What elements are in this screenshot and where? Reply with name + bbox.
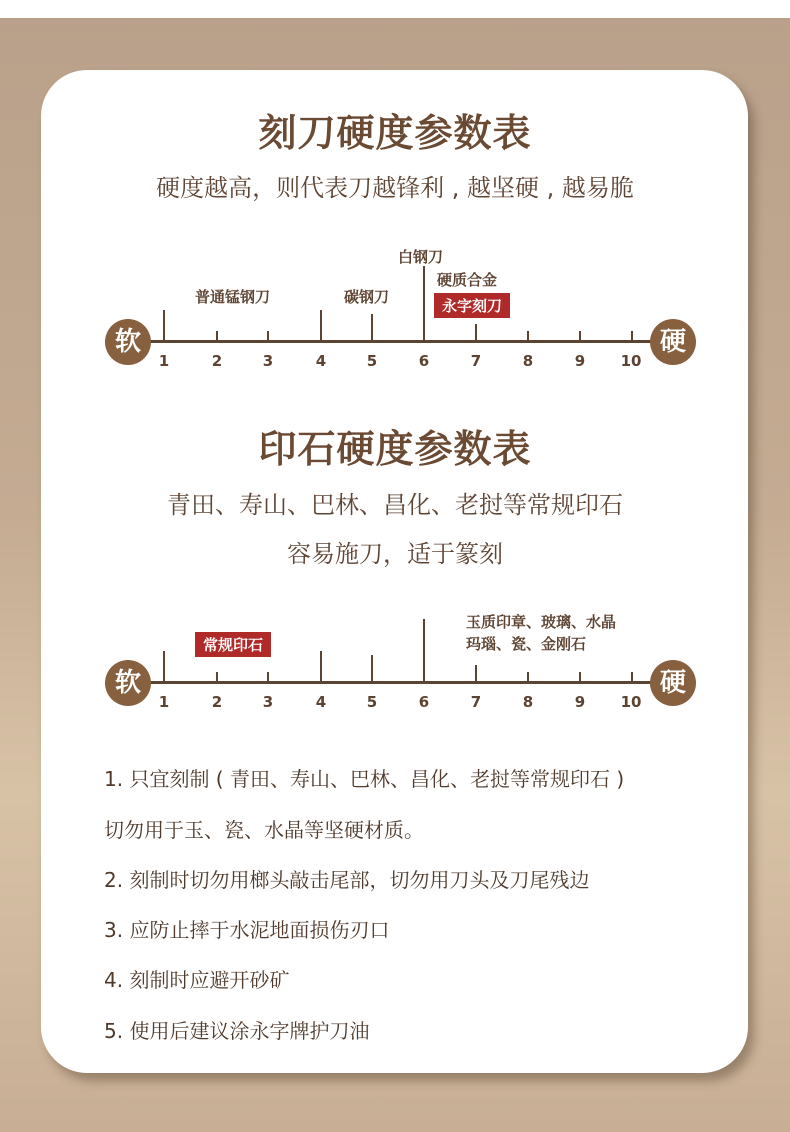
stone-tick: [579, 672, 581, 682]
stone-hardness-title: 印石硬度参数表: [258, 427, 532, 471]
stone-tick: [527, 672, 529, 682]
knife-tick: [267, 331, 269, 341]
knife-tick-7: [475, 324, 477, 341]
knife-hard-marker: 硬: [650, 319, 696, 365]
stone-scale-number: 10: [620, 693, 642, 711]
stone-tick-1: [163, 651, 165, 682]
label-carbon-knife: 碳钢刀: [344, 288, 390, 306]
knife-tick-4: [320, 310, 322, 341]
knife-hardness-title: 刻刀硬度参数表: [258, 111, 532, 155]
knife-tick: [527, 331, 529, 341]
knife-scale-number: 7: [470, 352, 482, 370]
stone-hard-marker: 硬: [650, 660, 696, 706]
knife-tick-white-steel: [423, 266, 425, 341]
knife-soft-marker: 软: [105, 319, 151, 365]
stone-tick-5: [371, 655, 373, 682]
stone-hardness-subtitle-line2: 容易施刀，适于篆刻: [287, 540, 503, 568]
stone-hardness-scale: [0, 581, 790, 721]
stone-tick: [631, 672, 633, 682]
note-item: 4. 刻制时应避开砂矿: [104, 968, 290, 992]
stone-tick: [267, 672, 269, 682]
note-item: 2. 刻制时切勿用榔头敲击尾部，切勿用刀头及刀尾残边: [104, 868, 590, 892]
knife-tick-manganese: [163, 310, 165, 341]
stone-tick: [216, 672, 218, 682]
knife-scale-number: 1: [158, 352, 170, 370]
knife-scale-number: 10: [620, 352, 642, 370]
stone-tick-4: [320, 651, 322, 682]
knife-tick: [579, 331, 581, 341]
stone-tick-7: [475, 665, 477, 682]
knife-scale-number: 4: [315, 352, 327, 370]
label-hard-materials-line2: 玛瑙、瓷、金刚石: [466, 635, 587, 653]
knife-hardness-subtitle: 硬度越高，则代表刀越锋利 , 越坚硬 , 越易脆: [156, 174, 634, 202]
stone-scale-number: 2: [211, 693, 223, 711]
note-item: 5. 使用后建议涂永字牌护刀油: [104, 1019, 370, 1043]
knife-tick: [631, 331, 633, 341]
knife-hardness-scale: [0, 240, 790, 380]
label-manganese-knife: 普通锰钢刀: [195, 288, 271, 306]
stone-scale-number: 5: [366, 693, 378, 711]
stone-scale-number: 3: [262, 693, 274, 711]
regular-stone-tag: 常规印石: [195, 632, 271, 657]
stone-scale-number: 6: [418, 693, 430, 711]
knife-scale-number: 8: [522, 352, 534, 370]
note-item: 3. 应防止摔于水泥地面损伤刃口: [104, 918, 390, 942]
knife-scale-number: 3: [262, 352, 274, 370]
stone-tick-6: [423, 619, 425, 682]
stone-scale-axis: [150, 681, 652, 684]
stone-scale-number: 1: [158, 693, 170, 711]
knife-tick-carbon: [371, 314, 373, 341]
knife-scale-axis: [150, 340, 652, 343]
knife-tick: [216, 331, 218, 341]
stone-soft-marker: 软: [105, 660, 151, 706]
stone-hardness-subtitle-line1: 青田、寿山、巴林、昌化、老挝等常规印石: [167, 491, 623, 519]
label-hard-alloy: 硬质合金: [437, 271, 498, 289]
knife-scale-number: 2: [211, 352, 223, 370]
label-white-steel-knife: 白钢刀: [398, 248, 444, 266]
knife-scale-number: 6: [418, 352, 430, 370]
note-item: 切勿用于玉、瓷、水晶等坚硬材质。: [104, 818, 424, 842]
note-item: 1. 只宜刻制 ( 青田、寿山、巴林、昌化、老挝等常规印石 ): [104, 767, 625, 791]
stone-scale-number: 7: [470, 693, 482, 711]
label-hard-materials-line1: 玉质印章、玻璃、水晶: [466, 613, 617, 631]
knife-scale-number: 9: [574, 352, 586, 370]
stone-scale-number: 9: [574, 693, 586, 711]
top-strip: [0, 0, 790, 18]
stone-scale-number: 8: [522, 693, 534, 711]
stone-scale-number: 4: [315, 693, 327, 711]
knife-scale-number: 5: [366, 352, 378, 370]
brand-knife-tag: 永字刻刀: [434, 293, 510, 318]
